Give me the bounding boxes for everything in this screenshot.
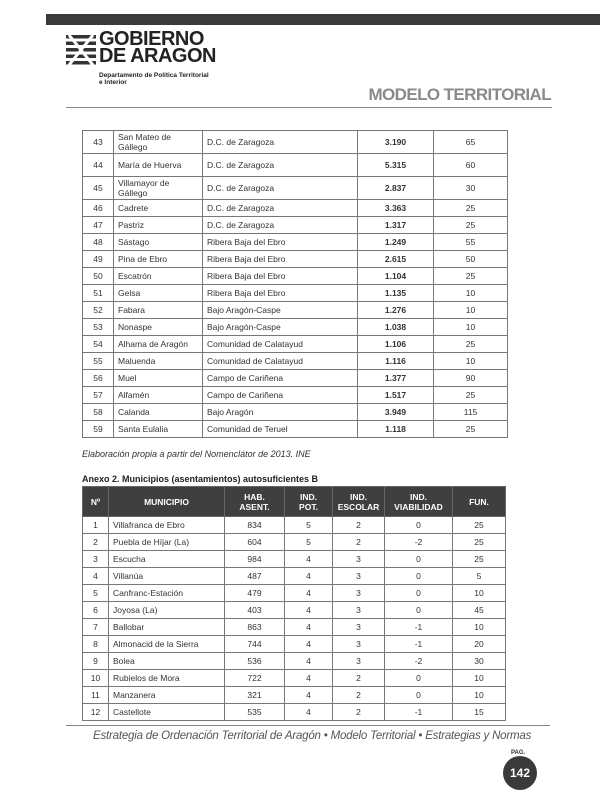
habitantes-cell: 403 [225,602,285,619]
table-row [83,670,506,687]
fun-cell: 30 [434,177,508,200]
logo-title [99,28,216,67]
header-viabilidad: IND. VIABILIDAD [385,487,453,517]
fun-cell: 10 [434,319,508,336]
table-row [83,534,506,551]
table-row [83,687,506,704]
row-number: 12 [83,704,109,721]
fun-cell: 25 [453,517,506,534]
fun-cell: 10 [434,302,508,319]
row-number: 53 [83,319,114,336]
municipio-cell: Bolea [109,653,225,670]
fun-cell: 45 [453,602,506,619]
municipio-cell: Calanda [114,404,203,421]
table-row [83,251,508,268]
table-row [83,517,506,534]
table-row [83,636,506,653]
ind-escolar-cell: 3 [333,585,385,602]
municipio-cell: Sástago [114,234,203,251]
top-header-bar [46,14,600,25]
table-row [83,619,506,636]
row-number: 46 [83,200,114,217]
annex-header-row [83,487,506,517]
row-number: 58 [83,404,114,421]
comarca-cell: Bajo Aragón-Caspe [203,319,358,336]
row-number: 55 [83,353,114,370]
comarca-cell: D.C. de Zaragoza [203,217,358,234]
row-number: 43 [83,131,114,154]
fun-cell: 10 [453,670,506,687]
habitantes-cell: 3.190 [358,131,434,154]
municipio-cell: Alhama de Aragón [114,336,203,353]
table-row [83,353,508,370]
municipio-cell: Villanúa [109,568,225,585]
ind-escolar-cell: 2 [333,704,385,721]
fun-cell: 25 [453,534,506,551]
row-number: 5 [83,585,109,602]
row-number: 48 [83,234,114,251]
ind-pot-cell: 4 [285,619,333,636]
page-number: 142 [503,756,537,790]
row-number: 4 [83,568,109,585]
municipio-cell: Cadrete [114,200,203,217]
fun-cell: 25 [434,200,508,217]
ind-pot-cell: 5 [285,534,333,551]
fun-cell: 25 [434,387,508,404]
fun-cell: 90 [434,370,508,387]
ind-escolar-cell: 3 [333,551,385,568]
municipio-cell: Escucha [109,551,225,568]
habitantes-cell: 604 [225,534,285,551]
ind-pot-cell: 5 [285,517,333,534]
ind-pot-cell: 4 [285,551,333,568]
fun-cell: 60 [434,154,508,177]
table-row [83,319,508,336]
ind-viabilidad-cell: 0 [385,670,453,687]
table-row [83,551,506,568]
habitantes-cell: 1.038 [358,319,434,336]
municipio-cell: Fabara [114,302,203,319]
municipio-cell: Escatrón [114,268,203,285]
ind-escolar-cell: 2 [333,687,385,704]
table-row [83,653,506,670]
fun-cell: 10 [434,353,508,370]
municipio-cell: San Mateo de Gállego [114,131,203,154]
ind-escolar-cell: 3 [333,619,385,636]
row-number: 54 [83,336,114,353]
row-number: 56 [83,370,114,387]
comarca-cell: Bajo Aragón-Caspe [203,302,358,319]
annex-table-body [83,517,506,721]
header-fun: FUN. [453,487,506,517]
table-row [83,177,508,200]
fun-cell: 30 [453,653,506,670]
municipio-cell: Joyosa (La) [109,602,225,619]
comarca-cell: Bajo Aragón [203,404,358,421]
fun-cell: 10 [434,285,508,302]
municipio-cell: Pastriz [114,217,203,234]
row-number: 50 [83,268,114,285]
footer-divider [66,725,550,726]
annex-table-header [83,487,506,517]
table-row [83,568,506,585]
comarca-cell: D.C. de Zaragoza [203,177,358,200]
habitantes-cell: 1.104 [358,268,434,285]
logo-title-line2: DE ARAGON [99,45,216,67]
habitantes-cell: 1.118 [358,421,434,438]
logo-subtitle [99,72,209,86]
habitantes-cell: 2.837 [358,177,434,200]
table-row [83,336,508,353]
habitantes-cell: 1.317 [358,217,434,234]
row-number: 9 [83,653,109,670]
fun-cell: 25 [434,268,508,285]
municipio-cell: Castellote [109,704,225,721]
row-number: 44 [83,154,114,177]
table-row [83,404,508,421]
fun-cell: 10 [453,619,506,636]
municipio-cell: Pina de Ebro [114,251,203,268]
table-row [83,602,506,619]
annex-title: Anexo 2. Municipios (asentamientos) autosuficientes B [82,474,319,484]
table-row [83,704,506,721]
habitantes-cell: 1.517 [358,387,434,404]
row-number: 7 [83,619,109,636]
logo-title-line1: GOBIERNO [99,28,204,50]
ind-viabilidad-cell: -1 [385,704,453,721]
fun-cell: 10 [453,687,506,704]
comarca-cell: Comunidad de Calatayud [203,336,358,353]
ind-pot-cell: 4 [285,687,333,704]
table-row [83,131,508,154]
table-row [83,154,508,177]
ind-viabilidad-cell: 0 [385,568,453,585]
ind-escolar-cell: 3 [333,568,385,585]
ind-viabilidad-cell: 0 [385,602,453,619]
fun-cell: 10 [453,585,506,602]
fun-cell: 65 [434,131,508,154]
comarca-cell: Comunidad de Calatayud [203,353,358,370]
habitantes-cell: 1.276 [358,302,434,319]
ind-pot-cell: 4 [285,670,333,687]
row-number: 52 [83,302,114,319]
table-row [83,387,508,404]
ind-pot-cell: 4 [285,602,333,619]
ind-viabilidad-cell: -1 [385,619,453,636]
table-row [83,585,506,602]
municipio-cell: Canfranc-Estación [109,585,225,602]
comarca-cell: Ribera Baja del Ebro [203,251,358,268]
municipio-cell: Villamayor de Gállego [114,177,203,200]
municipio-cell: Santa Eulalia [114,421,203,438]
fun-cell: 115 [434,404,508,421]
municipio-cell: Muel [114,370,203,387]
row-number: 45 [83,177,114,200]
ind-viabilidad-cell: 0 [385,517,453,534]
fun-cell: 50 [434,251,508,268]
ind-pot-cell: 4 [285,585,333,602]
ind-viabilidad-cell: -1 [385,636,453,653]
municipio-cell: Rubielos de Mora [109,670,225,687]
ind-escolar-cell: 2 [333,517,385,534]
habitantes-cell: 3.363 [358,200,434,217]
comarca-cell: D.C. de Zaragoza [203,131,358,154]
habitantes-cell: 1.135 [358,285,434,302]
table-row [83,200,508,217]
habitantes-cell: 479 [225,585,285,602]
comarca-cell: Comunidad de Teruel [203,421,358,438]
row-number: 10 [83,670,109,687]
ind-escolar-cell: 2 [333,534,385,551]
municipio-cell: María de Huerva [114,154,203,177]
row-number: 2 [83,534,109,551]
comarca-cell: Ribera Baja del Ebro [203,268,358,285]
municipios-table-continued [82,130,508,438]
municipio-cell: Manzanera [109,687,225,704]
municipio-cell: Gelsa [114,285,203,302]
habitantes-cell: 536 [225,653,285,670]
row-number: 6 [83,602,109,619]
title-divider [66,107,552,108]
ind-pot-cell: 4 [285,636,333,653]
fun-cell: 25 [434,421,508,438]
municipio-cell: Puebla de Híjar (La) [109,534,225,551]
habitantes-cell: 984 [225,551,285,568]
habitantes-cell: 863 [225,619,285,636]
fun-cell: 25 [453,551,506,568]
habitantes-cell: 5.315 [358,154,434,177]
ind-escolar-cell: 2 [333,670,385,687]
habitantes-cell: 722 [225,670,285,687]
annex-table [82,486,506,721]
municipio-cell: Ballobar [109,619,225,636]
municipios-table-body [83,131,508,438]
comarca-cell: Campo de Cariñena [203,387,358,404]
comarca-cell: Ribera Baja del Ebro [203,285,358,302]
municipio-cell: Nonaspe [114,319,203,336]
ind-escolar-cell: 3 [333,653,385,670]
row-number: 1 [83,517,109,534]
habitantes-cell: 1.377 [358,370,434,387]
fun-cell: 5 [453,568,506,585]
habitantes-cell: 1.116 [358,353,434,370]
fun-cell: 15 [453,704,506,721]
ind-viabilidad-cell: -2 [385,653,453,670]
habitantes-cell: 487 [225,568,285,585]
ind-pot-cell: 4 [285,568,333,585]
header-pot: IND. POT. [285,487,333,517]
table-row [83,217,508,234]
municipio-cell: Villafranca de Ebro [109,517,225,534]
ind-viabilidad-cell: -2 [385,534,453,551]
habitantes-cell: 321 [225,687,285,704]
gobierno-aragon-logo [66,28,236,91]
ind-viabilidad-cell: 0 [385,585,453,602]
page-label: PAG. [511,750,526,756]
table-row [83,370,508,387]
fun-cell: 20 [453,636,506,653]
comarca-cell: Ribera Baja del Ebro [203,234,358,251]
fun-cell: 25 [434,217,508,234]
habitantes-cell: 834 [225,517,285,534]
logo-subtitle-line1: Departamento de Política Territorial [99,72,209,79]
habitantes-cell: 3.949 [358,404,434,421]
habitantes-cell: 535 [225,704,285,721]
table-row [83,234,508,251]
habitantes-cell: 1.249 [358,234,434,251]
comarca-cell: D.C. de Zaragoza [203,154,358,177]
row-number: 49 [83,251,114,268]
footer-text: Estrategia de Ordenación Territorial de Aragón • Modelo Territorial • Estrategias y Normas [93,730,532,742]
habitantes-cell: 744 [225,636,285,653]
municipio-cell: Alfamén [114,387,203,404]
ind-pot-cell: 4 [285,704,333,721]
table-row [83,421,508,438]
municipio-cell: Almonacid de la Sierra [109,636,225,653]
row-number: 57 [83,387,114,404]
fun-cell: 25 [434,336,508,353]
habitantes-cell: 1.106 [358,336,434,353]
table-row [83,302,508,319]
ind-viabilidad-cell: 0 [385,551,453,568]
table-row [83,268,508,285]
habitantes-cell: 2.615 [358,251,434,268]
ind-escolar-cell: 3 [333,636,385,653]
row-number: 8 [83,636,109,653]
fun-cell: 55 [434,234,508,251]
aragon-logo-icon [66,35,96,65]
comarca-cell: Campo de Cariñena [203,370,358,387]
table-row [83,285,508,302]
row-number: 11 [83,687,109,704]
header-num: Nº [83,487,109,517]
row-number: 47 [83,217,114,234]
ind-viabilidad-cell: 0 [385,687,453,704]
table-caption: Elaboración propia a partir del Nomenclátor de 2013. INE [82,449,311,459]
comarca-cell: D.C. de Zaragoza [203,200,358,217]
logo-subtitle-line2: e Interior [99,79,127,86]
row-number: 51 [83,285,114,302]
ind-pot-cell: 4 [285,653,333,670]
municipio-cell: Maluenda [114,353,203,370]
row-number: 59 [83,421,114,438]
ind-escolar-cell: 3 [333,602,385,619]
row-number: 3 [83,551,109,568]
section-title: MODELO TERRITORIAL [368,85,551,104]
header-municipio: MUNICIPIO [109,487,225,517]
header-escolar: IND. ESCOLAR [333,487,385,517]
header-hab: HAB. ASENT. [225,487,285,517]
